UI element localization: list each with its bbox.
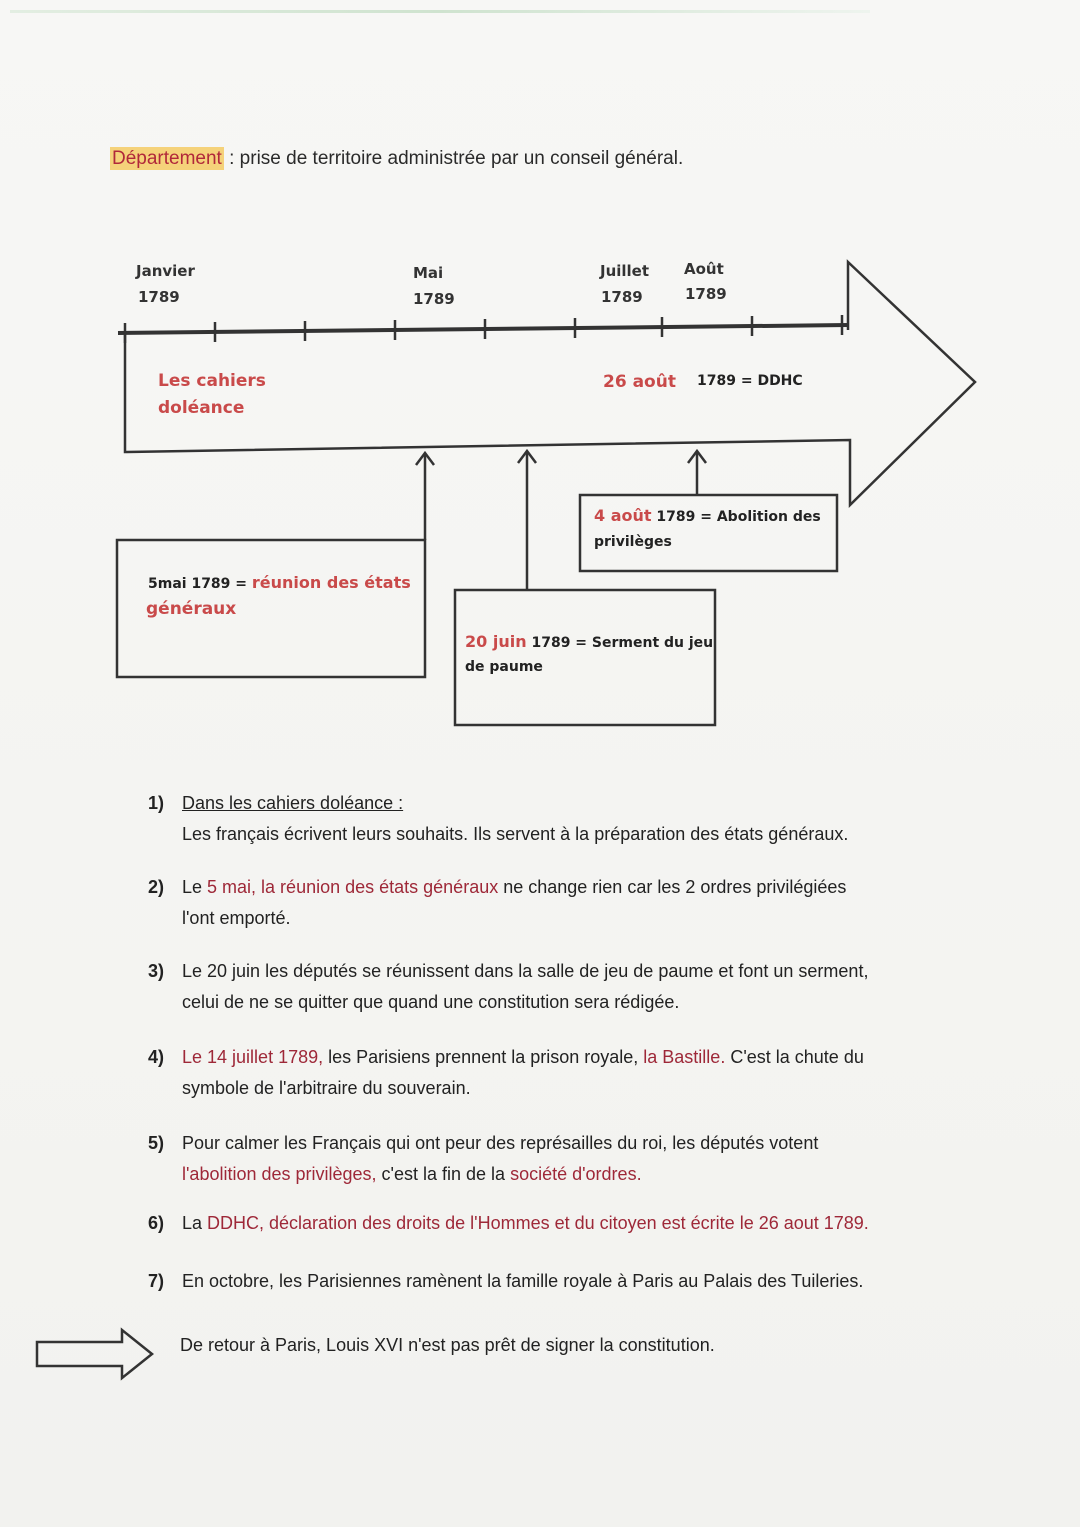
item-number: 7) bbox=[148, 1271, 165, 1291]
item-highlight: société d'ordres. bbox=[510, 1164, 642, 1184]
item-line: Pour calmer les Français qui ont peur des représailles du roi, les députés votent bbox=[182, 1133, 819, 1153]
item-text: les Parisiens prennent la prison royale, bbox=[323, 1047, 644, 1067]
timeline-diagram bbox=[0, 0, 1080, 760]
box-etats-date: 5mai 1789 = bbox=[148, 576, 252, 592]
item-number: 2) bbox=[148, 877, 165, 897]
item-line: En octobre, les Parisiennes ramènent la famille royale à Paris au Palais des Tuileries. bbox=[182, 1271, 864, 1291]
cahiers-label-line2: doléance bbox=[158, 398, 245, 418]
item-text: Le bbox=[182, 877, 208, 897]
box-priv-line2: privilèges bbox=[594, 534, 672, 550]
conclusion-arrow-icon bbox=[34, 1326, 159, 1386]
item-line: l'ont emporté. bbox=[182, 908, 291, 928]
item-text: C'est la chute du bbox=[725, 1047, 864, 1067]
item-text: La bbox=[182, 1213, 208, 1233]
box-priv-line1 bbox=[594, 506, 821, 525]
item-text: ne change rien car les 2 ordres privilégiées bbox=[498, 877, 847, 897]
date-mai-month: Mai bbox=[413, 264, 444, 282]
item-line: celui de ne se quitter que quand une constitution sera rédigée. bbox=[182, 992, 680, 1012]
box-priv-rest: 1789 = Abolition des bbox=[651, 509, 821, 525]
box-jeu-line1 bbox=[465, 632, 713, 651]
item-heading: Dans les cahiers doléance : bbox=[182, 793, 404, 813]
item-number: 6) bbox=[148, 1213, 165, 1233]
item-line: Le 20 juin les députés se réunissent dans la salle de jeu de paume et font un serment, bbox=[182, 961, 869, 981]
ddhc-label: 1789 = DDHC bbox=[697, 373, 803, 389]
item-highlight: DDHC, déclaration des droits de l'Hommes et du citoyen est écrite le 26 aout 1789. bbox=[207, 1213, 869, 1233]
item-line: Les français écrivent leurs souhaits. Ils servent à la préparation des états généraux. bbox=[182, 824, 849, 844]
item-number: 5) bbox=[148, 1133, 165, 1153]
box-etats-line1 bbox=[148, 573, 411, 592]
item-number: 1) bbox=[148, 793, 165, 813]
item-highlight: 5 mai, la réunion des états généraux bbox=[207, 877, 499, 897]
box-priv-date: 4 août bbox=[594, 506, 652, 525]
date-janvier-month: Janvier bbox=[136, 262, 195, 280]
box-jeu-date: 20 juin bbox=[465, 632, 527, 651]
cahiers-label-line1: Les cahiers bbox=[158, 371, 266, 391]
date-janvier-year: 1789 bbox=[138, 288, 180, 306]
box-jeu-line2: de paume bbox=[465, 659, 543, 675]
item-highlight: la Bastille. bbox=[643, 1047, 726, 1067]
item-highlight: l'abolition des privilèges, bbox=[182, 1164, 377, 1184]
aout-26-label: 26 août bbox=[603, 372, 676, 392]
item-line: symbole de l'arbitraire du souverain. bbox=[182, 1078, 471, 1098]
box-jeu-de-paume bbox=[455, 590, 715, 725]
definition-term: Département bbox=[112, 148, 222, 169]
box-etats-line2: généraux bbox=[146, 599, 237, 619]
box-jeu-rest: 1789 = Serment du jeu bbox=[526, 635, 714, 651]
date-juillet-month: Juillet bbox=[600, 262, 650, 280]
date-mai-year: 1789 bbox=[413, 290, 455, 308]
date-juillet-year: 1789 bbox=[601, 288, 643, 306]
definition-text: : prise de territoire administrée par un conseil général. bbox=[223, 148, 684, 169]
item-text: c'est la fin de la bbox=[376, 1164, 511, 1184]
conclusion-text: De retour à Paris, Louis XVI n'est pas prêt de signer la constitution. bbox=[180, 1335, 715, 1355]
item-highlight: Le 14 juillet 1789, bbox=[182, 1047, 324, 1067]
item-number: 3) bbox=[148, 961, 165, 981]
item-number: 4) bbox=[148, 1047, 165, 1067]
timeline-axis bbox=[118, 325, 848, 333]
date-aout-month: Août bbox=[684, 260, 724, 278]
date-aout-year: 1789 bbox=[685, 285, 727, 303]
box-etats-event: réunion des états bbox=[251, 573, 411, 592]
